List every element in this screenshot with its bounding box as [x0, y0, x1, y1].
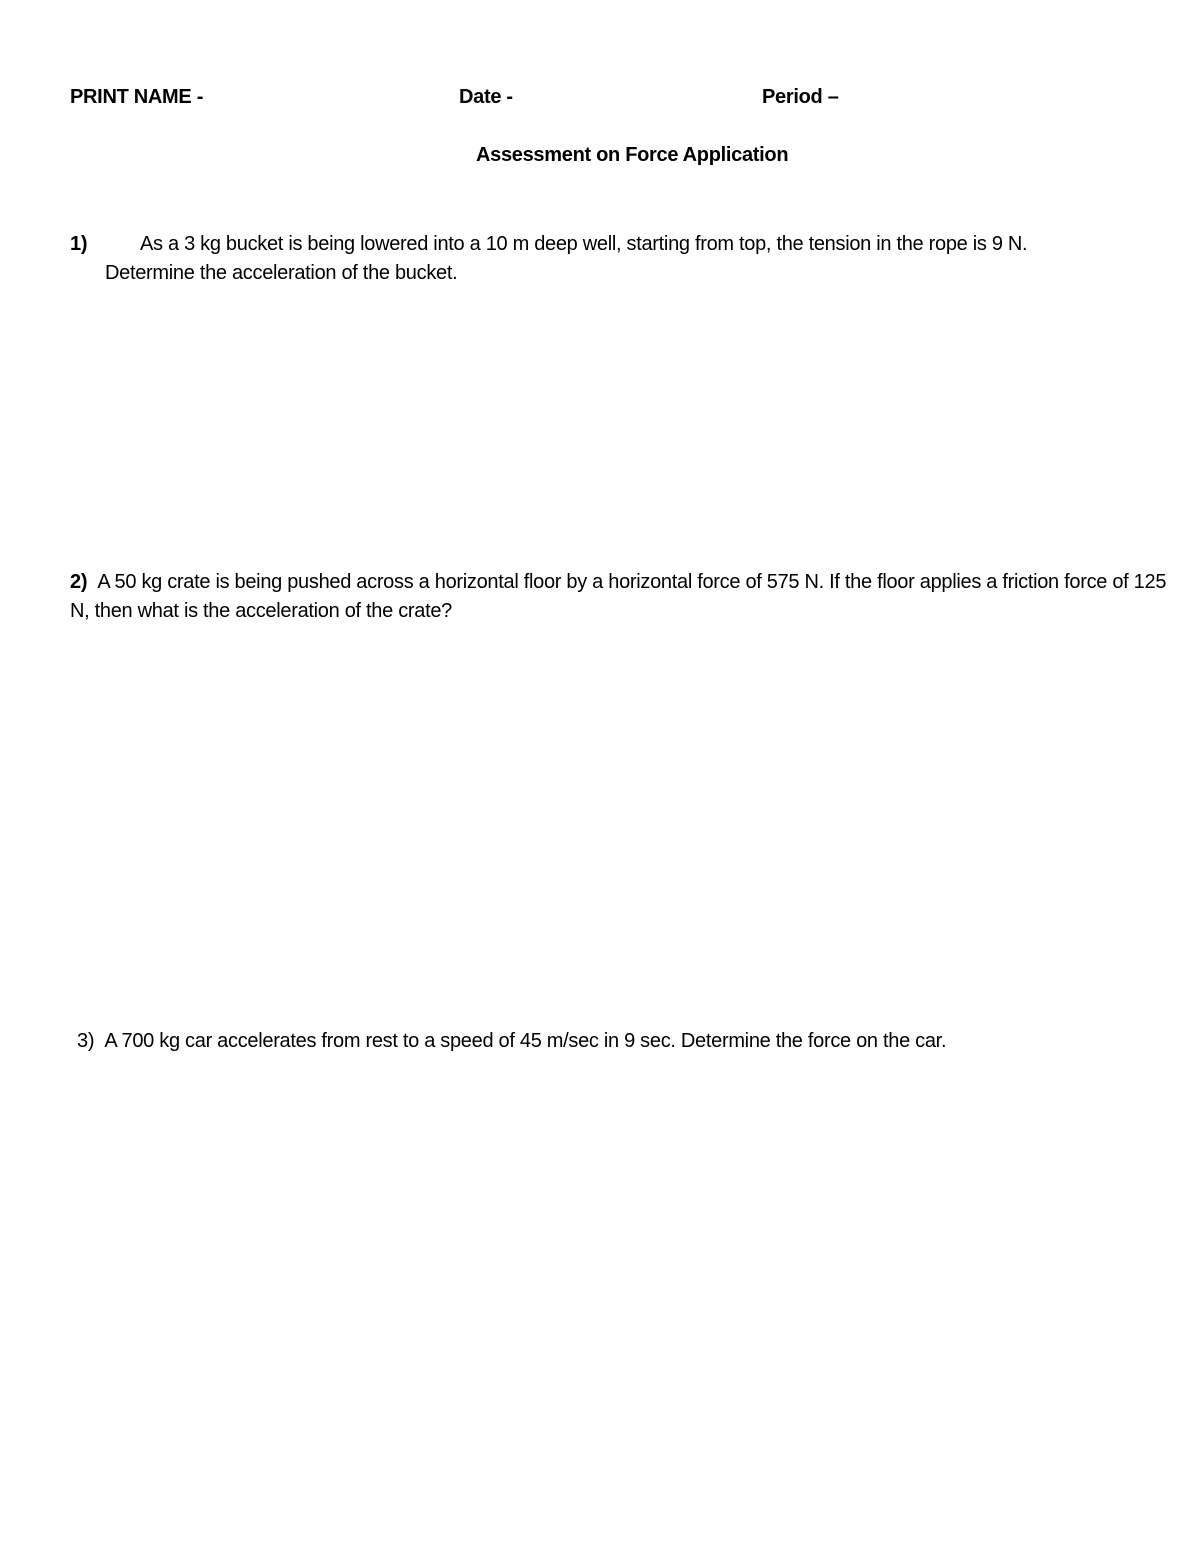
- question-3-text: A 700 kg car accelerates from rest to a speed of 45 m/sec in 9 sec. Determine the force on the car.: [104, 1030, 947, 1052]
- question-2: [70, 568, 1175, 626]
- period-label: Period –: [762, 86, 839, 108]
- date-label: Date -: [459, 86, 513, 108]
- question-2-text: A 50 kg crate is being pushed across a horizontal floor by a horizontal force of 575 N. If the floor applies a friction force of 125 N, then what is the acceleration of the crate?: [70, 571, 1167, 622]
- question-1: [70, 230, 1170, 290]
- print-name-label: PRINT NAME -: [70, 86, 204, 108]
- question-1-text-line1: As a 3 kg bucket is being lowered into a 10 m deep well, starting from top, the tension in the rope is 9 N.: [140, 233, 1028, 255]
- question-3-number: 3): [77, 1030, 95, 1052]
- question-2-number: 2): [70, 571, 88, 593]
- question-3: [77, 1027, 1177, 1056]
- question-1-number: 1): [70, 233, 88, 255]
- question-1-text-line2: Determine the acceleration of the bucket.: [105, 262, 458, 284]
- page-title: Assessment on Force Application: [476, 144, 789, 166]
